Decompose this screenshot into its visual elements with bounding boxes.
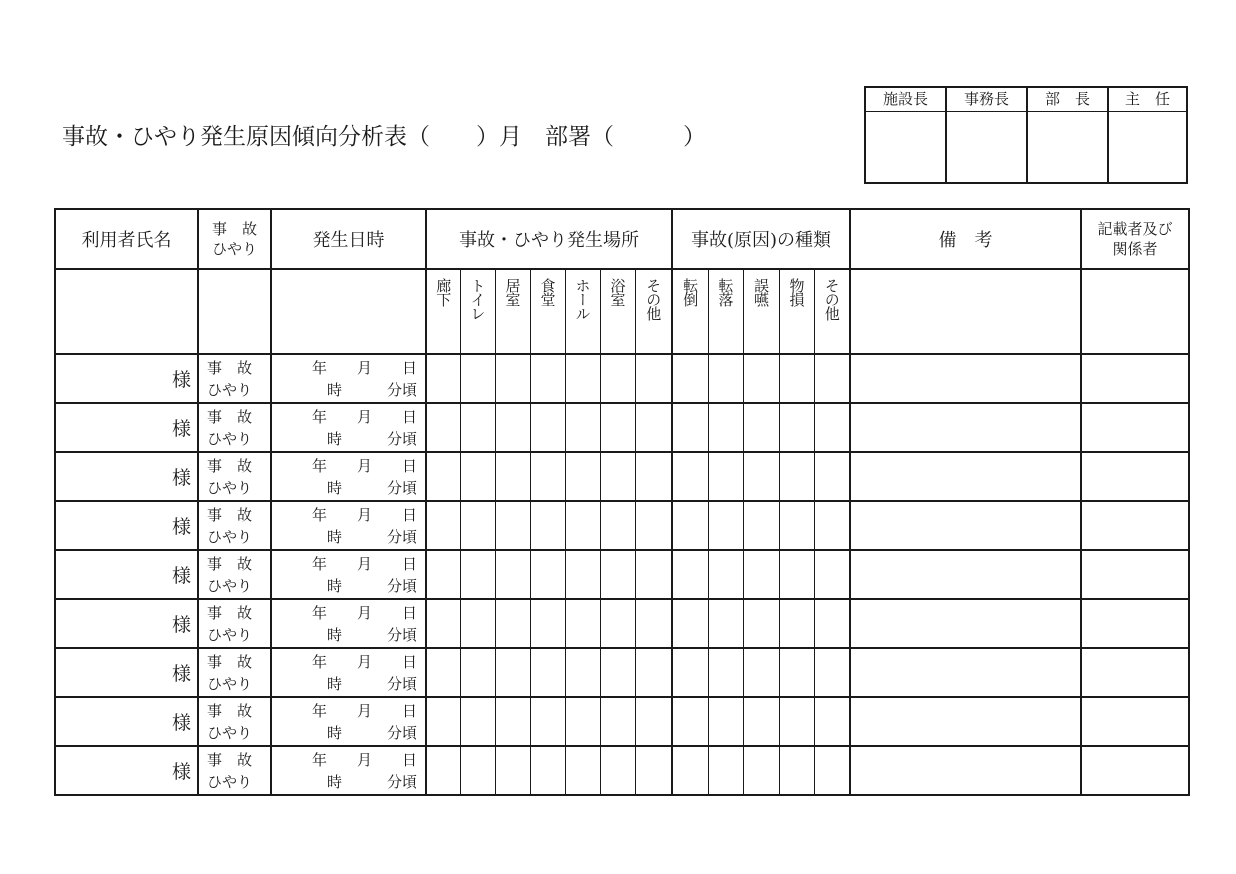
kind-tumble-cell[interactable] (708, 697, 743, 746)
location-dining-cell[interactable] (530, 550, 565, 599)
user-name-cell[interactable] (55, 599, 198, 648)
honorific-suffix: 様 (171, 516, 191, 538)
type-accident-option[interactable]: 事 故 (207, 456, 253, 475)
kind-tumble-cell[interactable] (708, 648, 743, 697)
type-cell[interactable] (198, 746, 271, 795)
datetime-cell[interactable] (271, 599, 426, 648)
location-room-cell[interactable] (495, 599, 530, 648)
subheader-location-room: 居室 (495, 269, 530, 354)
type-near-miss-option[interactable]: ひやり (207, 674, 253, 693)
kind-property-damage-cell[interactable] (779, 746, 814, 795)
user-name-cell[interactable] (55, 550, 198, 599)
location-corridor-cell[interactable] (426, 599, 460, 648)
location-hall-cell[interactable] (565, 403, 600, 452)
subheader-blank-recorder (1081, 269, 1189, 354)
location-hall-cell[interactable] (565, 354, 600, 403)
type-accident-option[interactable]: 事 故 (207, 701, 253, 720)
type-near-miss-option[interactable]: ひやり (207, 429, 253, 448)
header-location: 事故・ひやり発生場所 (426, 209, 672, 269)
kind-property-damage-cell[interactable] (779, 550, 814, 599)
kind-tumble-cell[interactable] (708, 746, 743, 795)
header-remarks: 備 考 (850, 209, 1081, 269)
kind-other-cell[interactable] (814, 746, 850, 795)
location-toilet-cell[interactable] (460, 452, 495, 501)
recorder-cell[interactable] (1081, 403, 1189, 452)
subheader-location-hall: ホール (565, 269, 600, 354)
table-row (55, 403, 1189, 452)
kind-property-damage-cell[interactable] (779, 648, 814, 697)
kind-tumble-cell[interactable] (708, 550, 743, 599)
time-line: 時 分頃 (326, 429, 417, 448)
honorific-suffix: 様 (171, 369, 191, 391)
type-cell[interactable] (198, 697, 271, 746)
date-line: 年 月 日 (311, 407, 417, 426)
location-dining-cell[interactable] (530, 599, 565, 648)
header-user-name: 利用者氏名 (55, 209, 198, 269)
kind-property-damage-cell[interactable] (779, 501, 814, 550)
type-near-miss-option[interactable]: ひやり (207, 527, 253, 546)
time-line: 時 分頃 (326, 723, 417, 742)
remarks-cell[interactable] (850, 501, 1081, 550)
location-room-cell[interactable] (495, 648, 530, 697)
location-toilet-cell[interactable] (460, 746, 495, 795)
datetime-cell[interactable] (271, 746, 426, 795)
date-line: 年 月 日 (311, 554, 417, 573)
type-cell[interactable] (198, 354, 271, 403)
kind-aspiration-cell[interactable] (743, 354, 779, 403)
datetime-cell[interactable] (271, 452, 426, 501)
user-name-cell[interactable] (55, 452, 198, 501)
location-other-cell[interactable] (635, 648, 672, 697)
location-dining-cell[interactable] (530, 746, 565, 795)
datetime-cell[interactable] (271, 648, 426, 697)
remarks-cell[interactable] (850, 599, 1081, 648)
form-title: 事故・ひやり発生原因傾向分析表（ ）月 部署（ ） (62, 124, 706, 150)
location-toilet-cell[interactable] (460, 697, 495, 746)
location-hall-cell[interactable] (565, 550, 600, 599)
kind-property-damage-cell[interactable] (779, 354, 814, 403)
type-near-miss-option[interactable]: ひやり (207, 478, 253, 497)
location-bath-cell[interactable] (600, 746, 635, 795)
type-accident-option[interactable]: 事 故 (207, 407, 253, 426)
location-bath-cell[interactable] (600, 550, 635, 599)
table-row (55, 746, 1189, 795)
table-row (55, 550, 1189, 599)
honorific-suffix: 様 (171, 614, 191, 636)
location-room-cell[interactable] (495, 501, 530, 550)
incident-analysis-table (54, 208, 1190, 796)
type-accident-option[interactable]: 事 故 (207, 358, 253, 377)
time-line: 時 分頃 (326, 380, 417, 399)
header-recorder (1081, 209, 1189, 269)
kind-fall-cell[interactable] (672, 746, 708, 795)
table-row (55, 599, 1189, 648)
user-name-cell[interactable] (55, 501, 198, 550)
header-type (198, 209, 271, 269)
location-corridor-cell[interactable] (426, 746, 460, 795)
type-accident-option[interactable]: 事 故 (207, 554, 253, 573)
location-bath-cell[interactable] (600, 648, 635, 697)
kind-tumble-cell[interactable] (708, 354, 743, 403)
location-bath-cell[interactable] (600, 697, 635, 746)
location-toilet-cell[interactable] (460, 599, 495, 648)
datetime-cell[interactable] (271, 403, 426, 452)
location-hall-cell[interactable] (565, 501, 600, 550)
date-line: 年 月 日 (311, 358, 417, 377)
honorific-suffix: 様 (171, 761, 191, 783)
type-cell[interactable] (198, 599, 271, 648)
date-line: 年 月 日 (311, 505, 417, 524)
location-bath-cell[interactable] (600, 599, 635, 648)
location-corridor-cell[interactable] (426, 452, 460, 501)
kind-other-cell[interactable] (814, 354, 850, 403)
kind-other-cell[interactable] (814, 697, 850, 746)
approval-header-office-manager: 事務長 (947, 88, 1028, 112)
subheader-blank-name (55, 269, 198, 354)
table-row (55, 452, 1189, 501)
kind-aspiration-cell[interactable] (743, 648, 779, 697)
kind-property-damage-cell[interactable] (779, 403, 814, 452)
type-accident-option[interactable]: 事 故 (207, 603, 253, 622)
kind-tumble-cell[interactable] (708, 403, 743, 452)
kind-other-cell[interactable] (814, 648, 850, 697)
location-corridor-cell[interactable] (426, 354, 460, 403)
table-row (55, 697, 1189, 746)
recorder-cell[interactable] (1081, 599, 1189, 648)
location-corridor-cell[interactable] (426, 403, 460, 452)
remarks-cell[interactable] (850, 746, 1081, 795)
kind-fall-cell[interactable] (672, 403, 708, 452)
header-datetime: 発生日時 (271, 209, 426, 269)
subheader-location-corridor: 廊下 (426, 269, 460, 354)
location-dining-cell[interactable] (530, 403, 565, 452)
datetime-cell[interactable] (271, 550, 426, 599)
subheader-blank-datetime (271, 269, 426, 354)
remarks-cell[interactable] (850, 354, 1081, 403)
kind-aspiration-cell[interactable] (743, 452, 779, 501)
kind-tumble-cell[interactable] (708, 501, 743, 550)
location-hall-cell[interactable] (565, 599, 600, 648)
recorder-cell[interactable] (1081, 354, 1189, 403)
datetime-cell[interactable] (271, 354, 426, 403)
location-hall-cell[interactable] (565, 648, 600, 697)
header-recorder-line1: 記載者及び (1097, 220, 1173, 238)
type-accident-option[interactable]: 事 故 (207, 750, 253, 769)
kind-aspiration-cell[interactable] (743, 697, 779, 746)
type-near-miss-option[interactable]: ひやり (207, 772, 253, 791)
approval-header-department-head: 部 長 (1028, 88, 1109, 112)
type-near-miss-option[interactable]: ひやり (207, 380, 253, 399)
kind-aspiration-cell[interactable] (743, 403, 779, 452)
kind-fall-cell[interactable] (672, 452, 708, 501)
kind-property-damage-cell[interactable] (779, 599, 814, 648)
location-toilet-cell[interactable] (460, 501, 495, 550)
subheader-kind-fall: 転倒 (672, 269, 708, 354)
remarks-cell[interactable] (850, 452, 1081, 501)
location-hall-cell[interactable] (565, 746, 600, 795)
user-name-cell[interactable] (55, 648, 198, 697)
recorder-cell[interactable] (1081, 697, 1189, 746)
kind-property-damage-cell[interactable] (779, 452, 814, 501)
location-corridor-cell[interactable] (426, 550, 460, 599)
type-near-miss-option[interactable]: ひやり (207, 576, 253, 595)
approval-stamp-facility-director[interactable] (866, 112, 947, 182)
subheader-location-toilet: トイレ (460, 269, 495, 354)
table-row (55, 354, 1189, 403)
location-other-cell[interactable] (635, 697, 672, 746)
location-other-cell[interactable] (635, 452, 672, 501)
location-dining-cell[interactable] (530, 354, 565, 403)
kind-fall-cell[interactable] (672, 550, 708, 599)
user-name-cell[interactable] (55, 746, 198, 795)
location-dining-cell[interactable] (530, 697, 565, 746)
kind-other-cell[interactable] (814, 452, 850, 501)
kind-aspiration-cell[interactable] (743, 746, 779, 795)
type-cell[interactable] (198, 452, 271, 501)
type-accident-option[interactable]: 事 故 (207, 652, 253, 671)
type-cell[interactable] (198, 550, 271, 599)
subheader-kind-tumble: 転落 (708, 269, 743, 354)
location-room-cell[interactable] (495, 550, 530, 599)
kind-other-cell[interactable] (814, 599, 850, 648)
recorder-cell[interactable] (1081, 550, 1189, 599)
type-near-miss-option[interactable]: ひやり (207, 723, 253, 742)
honorific-suffix: 様 (171, 663, 191, 685)
location-corridor-cell[interactable] (426, 501, 460, 550)
location-hall-cell[interactable] (565, 697, 600, 746)
approval-stamp-department-head[interactable] (1028, 112, 1109, 182)
location-dining-cell[interactable] (530, 501, 565, 550)
kind-fall-cell[interactable] (672, 697, 708, 746)
type-accident-option[interactable]: 事 故 (207, 505, 253, 524)
location-other-cell[interactable] (635, 501, 672, 550)
kind-fall-cell[interactable] (672, 501, 708, 550)
location-toilet-cell[interactable] (460, 550, 495, 599)
approval-stamp-supervisor[interactable] (1109, 112, 1186, 182)
table-row (55, 648, 1189, 697)
user-name-cell[interactable] (55, 354, 198, 403)
location-other-cell[interactable] (635, 354, 672, 403)
honorific-suffix: 様 (171, 712, 191, 734)
recorder-cell[interactable] (1081, 648, 1189, 697)
kind-aspiration-cell[interactable] (743, 501, 779, 550)
date-line: 年 月 日 (311, 750, 417, 769)
remarks-cell[interactable] (850, 697, 1081, 746)
subheader-blank-remarks (850, 269, 1081, 354)
kind-tumble-cell[interactable] (708, 599, 743, 648)
type-near-miss-option[interactable]: ひやり (207, 625, 253, 644)
location-room-cell[interactable] (495, 746, 530, 795)
kind-fall-cell[interactable] (672, 354, 708, 403)
time-line: 時 分頃 (326, 478, 417, 497)
location-room-cell[interactable] (495, 452, 530, 501)
remarks-cell[interactable] (850, 550, 1081, 599)
time-line: 時 分頃 (326, 772, 417, 791)
location-dining-cell[interactable] (530, 452, 565, 501)
approval-header-supervisor: 主 任 (1109, 88, 1186, 112)
remarks-cell[interactable] (850, 403, 1081, 452)
location-other-cell[interactable] (635, 746, 672, 795)
location-hall-cell[interactable] (565, 452, 600, 501)
location-bath-cell[interactable] (600, 501, 635, 550)
kind-other-cell[interactable] (814, 403, 850, 452)
location-other-cell[interactable] (635, 599, 672, 648)
subheader-kind-other: その他 (814, 269, 850, 354)
location-toilet-cell[interactable] (460, 354, 495, 403)
location-bath-cell[interactable] (600, 354, 635, 403)
location-other-cell[interactable] (635, 403, 672, 452)
location-bath-cell[interactable] (600, 403, 635, 452)
kind-property-damage-cell[interactable] (779, 697, 814, 746)
kind-fall-cell[interactable] (672, 599, 708, 648)
header-row (55, 209, 1189, 269)
subheader-kind-property-damage: 物損 (779, 269, 814, 354)
type-cell[interactable] (198, 501, 271, 550)
header-type-line1: 事 故 (211, 220, 257, 238)
recorder-cell[interactable] (1081, 501, 1189, 550)
type-cell[interactable] (198, 403, 271, 452)
date-line: 年 月 日 (311, 701, 417, 720)
time-line: 時 分頃 (326, 576, 417, 595)
date-line: 年 月 日 (311, 652, 417, 671)
location-room-cell[interactable] (495, 354, 530, 403)
location-room-cell[interactable] (495, 403, 530, 452)
header-type-line2: ひやり (211, 240, 257, 258)
kind-other-cell[interactable] (814, 550, 850, 599)
time-line: 時 分頃 (326, 674, 417, 693)
time-line: 時 分頃 (326, 527, 417, 546)
datetime-cell[interactable] (271, 697, 426, 746)
subheader-location-other: その他 (635, 269, 672, 354)
location-corridor-cell[interactable] (426, 648, 460, 697)
date-line: 年 月 日 (311, 603, 417, 622)
header-recorder-line2: 関係者 (1112, 240, 1158, 258)
type-cell[interactable] (198, 648, 271, 697)
user-name-cell[interactable] (55, 403, 198, 452)
approval-stamp-office-manager[interactable] (947, 112, 1028, 182)
header-kind: 事故(原因)の種類 (672, 209, 850, 269)
approval-stamp-box (864, 86, 1188, 184)
subheader-location-bath: 浴室 (600, 269, 635, 354)
kind-other-cell[interactable] (814, 501, 850, 550)
location-corridor-cell[interactable] (426, 697, 460, 746)
location-other-cell[interactable] (635, 550, 672, 599)
datetime-cell[interactable] (271, 501, 426, 550)
subheader-blank-type (198, 269, 271, 354)
location-room-cell[interactable] (495, 697, 530, 746)
location-bath-cell[interactable] (600, 452, 635, 501)
kind-tumble-cell[interactable] (708, 452, 743, 501)
kind-fall-cell[interactable] (672, 648, 708, 697)
table-row (55, 501, 1189, 550)
honorific-suffix: 様 (171, 418, 191, 440)
honorific-suffix: 様 (171, 565, 191, 587)
location-toilet-cell[interactable] (460, 648, 495, 697)
kind-aspiration-cell[interactable] (743, 550, 779, 599)
location-toilet-cell[interactable] (460, 403, 495, 452)
subheader-kind-aspiration: 誤嚥 (743, 269, 779, 354)
recorder-cell[interactable] (1081, 746, 1189, 795)
honorific-suffix: 様 (171, 467, 191, 489)
approval-header-facility-director: 施設長 (866, 88, 947, 112)
subheader-row (55, 269, 1189, 354)
location-dining-cell[interactable] (530, 648, 565, 697)
date-line: 年 月 日 (311, 456, 417, 475)
time-line: 時 分頃 (326, 625, 417, 644)
remarks-cell[interactable] (850, 648, 1081, 697)
recorder-cell[interactable] (1081, 452, 1189, 501)
kind-aspiration-cell[interactable] (743, 599, 779, 648)
user-name-cell[interactable] (55, 697, 198, 746)
subheader-location-dining: 食堂 (530, 269, 565, 354)
